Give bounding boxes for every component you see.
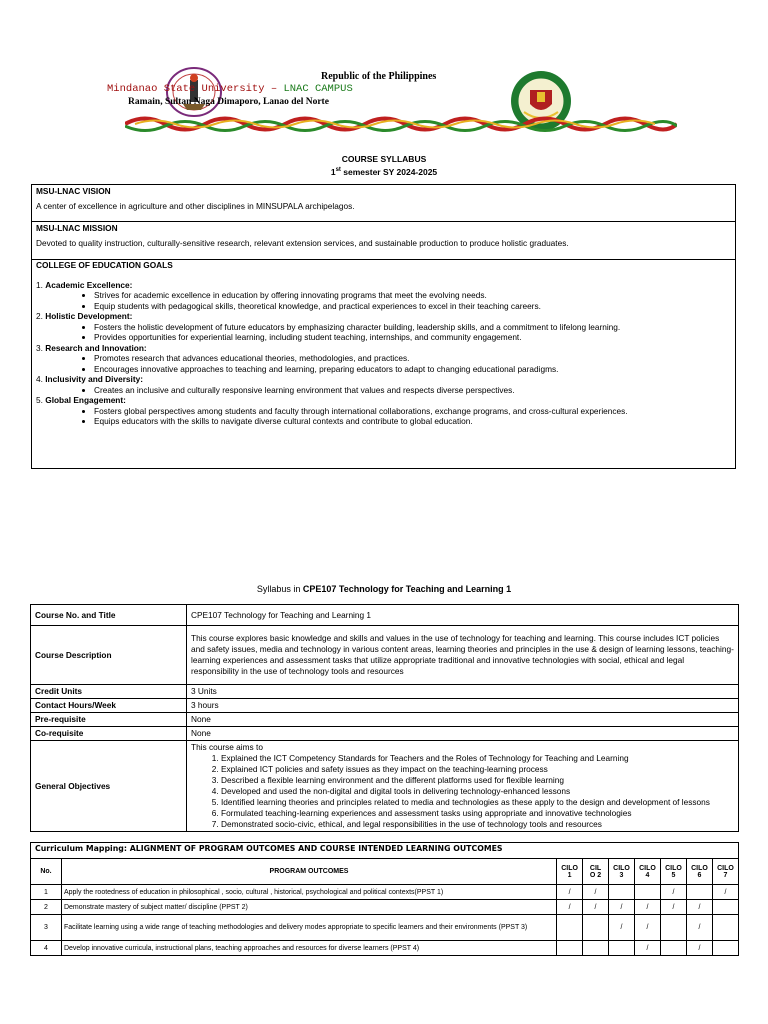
syllabus-course: CPE107 Technology for Teaching and Learning 1 [302,584,512,594]
row-value: None [187,727,739,741]
cilo-mark: / [635,915,661,941]
mission-heading: MSU-LNAC MISSION [36,223,118,233]
header-no: No. [31,859,62,885]
mission-text: Devoted to quality instruction, culturally-sensitive research, relevant extension services, and sustainable production to produce holistic graduates. [36,238,569,248]
outcome-number: 4 [31,941,62,956]
cilo-header [557,859,583,885]
goal-title: Holistic Development: [45,311,133,321]
row-value: CPE107 Technology for Teaching and Learning 1 [187,605,739,626]
outcome-text: Develop innovative curricula, instructional plans, teaching approaches and resources for diverse learners (PPST 4) [61,941,556,956]
cilo-header-top: CILO [639,864,656,872]
objectives-cell [187,741,739,832]
cilo-mark: / [583,900,609,915]
cilo-mark [712,941,738,956]
cilo-header [660,859,686,885]
cilo-header [635,859,661,885]
cilo-mark: / [660,885,686,900]
cilo-header-bottom: 4 [645,871,650,879]
goals-heading: COLLEGE OF EDUCATION GOALS [36,260,173,270]
table-row [31,941,739,956]
outcome-number: 3 [31,915,62,941]
table-row [31,685,739,699]
goal-bullets [36,406,731,427]
cilo-mark [660,915,686,941]
vision-section [32,185,735,222]
cilo-mark: / [583,885,609,900]
cilo-mark: / [635,900,661,915]
cilo-header-bottom: O 2 [589,871,602,879]
cilo-header [686,859,712,885]
institution-info-box [31,184,736,469]
row-label: Course Description [31,626,187,685]
cilo-header [609,859,635,885]
goal-item [36,374,731,385]
mission-section [32,222,735,260]
cilo-header-top: CIL [589,864,602,872]
goal-bullet: • Encourages innovative approaches to teaching and learning, preparing educators to adapt to changing educational paradigms. [94,364,731,375]
cilo-mark: / [686,900,712,915]
cilo-mark [609,885,635,900]
goal-bullets [36,290,731,311]
cilo-mark: / [609,915,635,941]
goal-bullet: • Fosters global perspectives among students and faculty through international collaborations, exchange programs, and cross-cultural experiences. [94,406,731,417]
title-line-2 [0,165,768,178]
objectives-intro: This course aims to [191,742,263,752]
cilo-mark: / [635,941,661,956]
objective-item: 6. Formulated teaching-learning experiences and assessment tasks using appropriate and innovative technologies [221,808,734,819]
cilo-mark [583,915,609,941]
goal-item [36,395,731,406]
objectives-list [191,753,734,830]
cilo-mark [557,915,583,941]
campus-address: Ramain, Sultan Naga Dimaporo, Lanao del Norte [128,97,329,107]
goal-bullets [36,385,731,396]
table-row [31,626,739,685]
row-value: 3 hours [187,699,739,713]
vision-text: A center of excellence in agriculture and other disciplines in MINSUPALA archipelagos. [36,201,355,211]
goal-item [36,280,731,291]
cilo-mark: / [557,885,583,900]
cilo-mark [609,941,635,956]
goal-title: Academic Excellence: [45,279,133,290]
goal-bullets [36,353,731,374]
objective-item: 4. Developed and used the non-digital and digital tools in delivering technology-enhanced lessons [221,786,734,797]
goal-item [36,343,731,354]
goal-item [36,311,731,322]
table-row [31,699,739,713]
outcome-text: Facilitate learning using a wide range of teaching methodologies and delivery modes appropriate to specific learners and their environments (PPST 3) [61,915,556,941]
objective-item: 3. Described a flexible learning environment and the different platforms used for flexible learning [221,775,734,786]
document-title [0,154,768,178]
objective-item: 1. Explained the ICT Competency Standards for Teachers and the Roles of Technology for Teaching and Learning [221,753,734,764]
course-info-table [30,604,739,832]
table-row [31,915,739,941]
cilo-header-bottom: 1 [567,871,572,879]
campus-label: LNAC CAMPUS [283,83,353,95]
cilo-mark [557,941,583,956]
cilo-mark [712,900,738,915]
table-row [31,741,739,832]
cilo-header [583,859,609,885]
goal-bullet: • Equip students with pedagogical skills, theoretical knowledge, and practical experiences to excel in their teaching careers. [94,301,731,312]
university-label: Mindanao State University – [107,83,278,95]
table-row [31,605,739,626]
curriculum-mapping-caption: Curriculum Mapping: ALIGNMENT OF PROGRAM OUTCOMES AND COURSE INTENDED LEARNING OUTCOMES [30,842,739,858]
header-program-outcomes: PROGRAM OUTCOMES [61,859,556,885]
goal-number: 3. [36,342,43,353]
cilo-mark [686,885,712,900]
row-label: Course No. and Title [31,605,187,626]
outcome-number: 2 [31,900,62,915]
goal-bullet: • Fosters the holistic development of future educators by emphasizing character building, leadership skills, and a commitment to lifelong learning. [94,322,731,333]
cilo-mark [583,941,609,956]
cilo-header-top: CILO [665,864,682,872]
table-row [31,885,739,900]
syllabus-prefix: Syllabus in [256,584,303,594]
decorative-border-icon [125,113,677,135]
objective-item: 2. Explained ICT policies and safety issues as they impact on the teaching-learning process [221,764,734,775]
semester-text: semester SY 2024-2025 [340,166,438,177]
goal-bullet: • Creates an inclusive and culturally responsive learning environment that values and respects diverse perspectives. [94,385,731,396]
goals-section [32,260,735,427]
row-value: None [187,713,739,727]
row-value: This course explores basic knowledge and skills and values in the use of technology for teaching and learning. This course includes ICT policies and safety issues, media and technology in various content areas, learning theories and principles in the use & design of learning lessons, teaching-learning experiences and assessment tasks that utilize appropriate traditional and innovative technologies with social, ethical and legal responsibility in the use of technology tools and resources [187,626,739,685]
cilo-header-top: CILO [691,864,708,872]
outcome-text: Demonstrate mastery of subject matter/ discipline (PPST 2) [61,900,556,915]
cilo-header-bottom: 6 [697,871,702,879]
table-row [31,727,739,741]
outcome-text: Apply the rootedness of education in philosophical , socio, cultural , historical, psychological and political contexts(PPST 1) [61,885,556,900]
objective-item: 7. Demonstrated socio-civic, ethical, and legal responsibilities in the use of technology tools and resources [221,819,734,830]
cilo-header-top: CILO [561,864,578,872]
cilo-mark: / [686,941,712,956]
syllabus-title [0,584,768,594]
cilo-header-top: CILO [613,864,630,872]
goal-number: 5. [36,395,43,405]
semester-ordinal: 1 [330,166,336,177]
university-name [107,83,353,95]
row-value: 3 Units [187,685,739,699]
objective-item: 5. Identified learning theories and principles related to media and technologies as these apply to the design and development of lessons [221,797,734,808]
cilo-mark [635,885,661,900]
cilo-header-bottom: 7 [723,871,728,879]
goal-bullet: • Strives for academic excellence in education by offering innovating programs that meet the evolving needs. [94,290,731,301]
cilo-mark: / [557,900,583,915]
cilo-mark [712,915,738,941]
goal-number: 2. [36,311,43,321]
row-label: Credit Units [31,685,187,699]
goal-title: Inclusivity and Diversity: [45,374,143,384]
goal-bullet: • Provides opportunities for experiential learning, including student teaching, internships, and community engagement. [94,332,731,343]
title-line-1: COURSE SYLLABUS [341,154,427,164]
semester-ordinal-suffix: st [335,167,341,173]
goal-number: 1. [36,279,43,290]
cilo-mark: / [686,915,712,941]
cilo-mark: / [712,885,738,900]
cilo-mark [660,941,686,956]
mapping-header-row [31,859,739,885]
cilo-header [712,859,738,885]
row-label: Contact Hours/Week [31,699,187,713]
curriculum-mapping-table [30,858,739,956]
goals-list [36,280,731,427]
goal-bullet: • Promotes research that advances educational theories, methodologies, and practices. [94,353,731,364]
cilo-mark: / [609,900,635,915]
outcome-number: 1 [31,885,62,900]
row-label: Co-requisite [31,727,187,741]
goal-title: Global Engagement: [45,395,126,405]
republic-heading: Republic of the Philippines [321,71,437,82]
cilo-header-bottom: 5 [671,871,676,879]
goal-bullets [36,322,731,343]
cilo-mark: / [660,900,686,915]
table-row [31,713,739,727]
row-label: Pre-requisite [31,713,187,727]
cilo-header-top: CILO [717,864,734,872]
objectives-label: General Objectives [31,741,187,832]
goal-number: 4. [36,374,43,384]
cilo-header-bottom: 3 [619,871,624,879]
table-row [31,900,739,915]
goal-title: Research and Innovation: [45,342,147,353]
goal-bullet: • Equips educators with the skills to navigate diverse cultural contexts and contribute to global education. [94,416,731,427]
vision-heading: MSU-LNAC VISION [36,186,111,196]
